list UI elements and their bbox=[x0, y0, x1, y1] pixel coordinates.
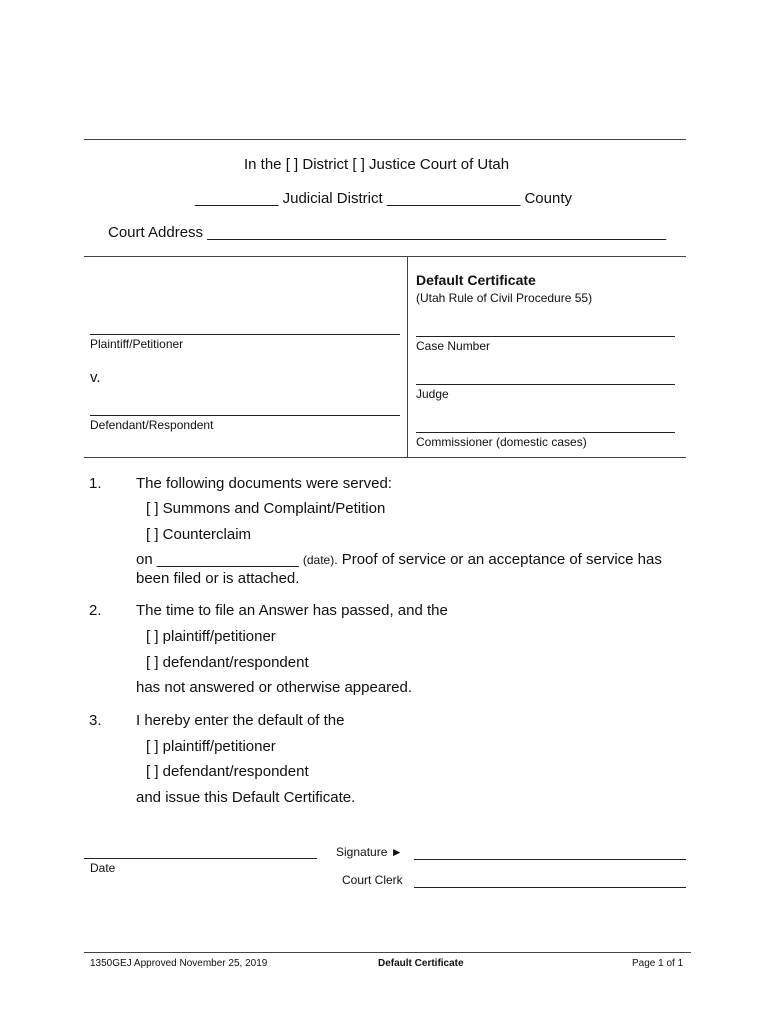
item2-text: The time to file an Answer has passed, and the bbox=[136, 602, 448, 619]
defendant-field[interactable] bbox=[90, 415, 400, 416]
commissioner-field[interactable] bbox=[416, 432, 675, 433]
judicial-district-line bbox=[195, 190, 572, 207]
court-clerk-label: Court Clerk bbox=[342, 873, 403, 887]
caption-top-rule bbox=[84, 256, 686, 257]
court-address-label: Court Address bbox=[108, 224, 204, 241]
defendant-label: Defendant/Respondent bbox=[90, 418, 214, 432]
service-date-field[interactable]: on _________________ bbox=[136, 551, 299, 568]
footer-rule bbox=[84, 952, 691, 953]
plaintiff-field[interactable] bbox=[90, 334, 400, 335]
service-proof-text-line2: been filed or is attached. bbox=[136, 570, 300, 587]
service-proof-text: Proof of service or an acceptance of service has bbox=[341, 551, 662, 568]
county-field[interactable]: ________________ bbox=[386, 190, 521, 207]
judge-label: Judge bbox=[416, 387, 449, 401]
item3-text: I hereby enter the default of the bbox=[136, 712, 345, 729]
date-field[interactable] bbox=[84, 858, 317, 859]
top-rule bbox=[84, 139, 686, 140]
item3-closing: and issue this Default Certificate. bbox=[136, 789, 356, 806]
date-hint: (date). bbox=[302, 553, 338, 567]
court-type-line: In the [ ] District [ ] Justice Court of Utah bbox=[244, 156, 510, 173]
item2-defendant-checkbox[interactable]: [ ] defendant/respondent bbox=[146, 654, 309, 671]
item1-text: The following documents were served: bbox=[136, 475, 392, 492]
judicial-district-field[interactable]: __________ bbox=[195, 190, 279, 207]
summons-complaint-checkbox[interactable]: [ ] Summons and Complaint/Petition bbox=[146, 500, 386, 517]
court-clerk-field[interactable] bbox=[414, 887, 686, 888]
case-number-field[interactable] bbox=[416, 336, 675, 337]
item1-number: 1. bbox=[89, 475, 102, 492]
signature-label: Signature ► bbox=[336, 845, 403, 859]
item3-number: 3. bbox=[89, 712, 102, 729]
footer-title: Default Certificate bbox=[378, 958, 464, 969]
counterclaim-checkbox[interactable]: [ ] Counterclaim bbox=[146, 526, 252, 543]
document-title: Default Certificate bbox=[416, 272, 536, 288]
item3-plaintiff-checkbox[interactable]: [ ] plaintiff/petitioner bbox=[146, 738, 276, 755]
court-address-field[interactable]: _______________________________________________________ bbox=[207, 224, 667, 241]
item2-plaintiff-checkbox[interactable]: [ ] plaintiff/petitioner bbox=[146, 628, 276, 645]
judge-field[interactable] bbox=[416, 384, 675, 385]
case-number-label: Case Number bbox=[416, 339, 491, 353]
rule-citation: (Utah Rule of Civil Procedure 55) bbox=[416, 291, 593, 305]
court-address-line bbox=[108, 224, 666, 241]
item3-defendant-checkbox[interactable]: [ ] defendant/respondent bbox=[146, 763, 309, 780]
caption-bottom-rule bbox=[84, 457, 686, 458]
item2-closing: has not answered or otherwise appeared. bbox=[136, 679, 413, 696]
page-number: Page 1 of 1 bbox=[632, 958, 684, 969]
form-id: 1350GEJ Approved November 25, 2019 bbox=[90, 958, 268, 969]
service-date-line bbox=[136, 551, 662, 568]
county-label: County bbox=[524, 190, 572, 207]
judicial-district-label: Judicial District bbox=[282, 190, 383, 207]
commissioner-label: Commissioner (domestic cases) bbox=[416, 435, 587, 449]
item2-number: 2. bbox=[89, 602, 102, 619]
date-label: Date bbox=[90, 861, 116, 875]
caption-divider bbox=[407, 256, 408, 457]
plaintiff-label: Plaintiff/Petitioner bbox=[90, 337, 184, 351]
signature-field[interactable] bbox=[414, 859, 686, 860]
versus-text: v. bbox=[90, 369, 101, 386]
